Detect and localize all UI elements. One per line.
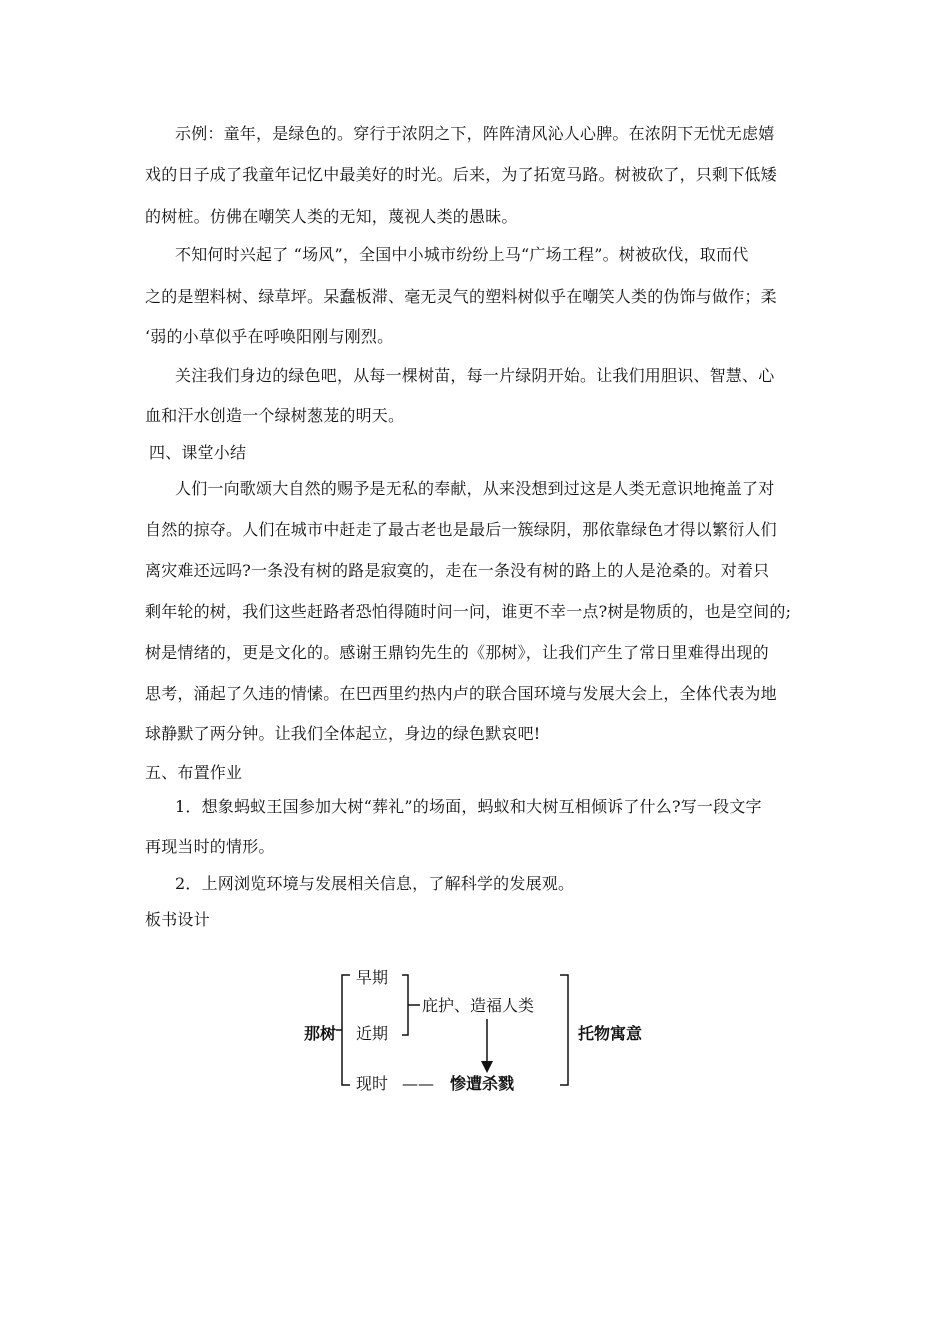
summary-line: 自然的掠夺。人们在城市中赶走了最古老也是最后一簇绿阴，那依靠绿色才得以繁衍人们 bbox=[145, 520, 777, 539]
early-label: 早期 bbox=[356, 968, 389, 987]
small-bracket bbox=[402, 975, 408, 1035]
example-line: 的树桩。仿佛在嘲笑人类的无知，蔑视人类的愚昧。 bbox=[145, 207, 518, 226]
summary-line: 离灾难还远吗?一条没有树的路是寂寞的，走在一条没有树的路上的人是沧桑的。对着只 bbox=[145, 561, 770, 580]
summary-line: 球静默了两分钟。让我们全体起立，身边的绿色默哀吧! bbox=[145, 724, 541, 743]
summary-line: 树是情绪的，更是文化的。感谢王鼎钧先生的《那树》，让我们产生了常日里难得出现的 bbox=[145, 643, 769, 662]
summary-line: 剩年轮的树，我们这些赶路者恐怕得随时问一问，谁更不幸一点?树是物质的，也是空间的; bbox=[145, 602, 792, 621]
board-diagram bbox=[290, 955, 710, 1115]
homework-line: 再现当时的情形。 bbox=[145, 837, 275, 856]
homework-line: 2．上网浏览环境与发展相关信息，了解科学的发展观。 bbox=[175, 874, 575, 893]
right-bracket bbox=[560, 975, 568, 1085]
root-label: 那树 bbox=[304, 1024, 337, 1043]
plaza-line: 之的是塑料树、绿草坪。呆蠢板滞、毫无灵气的塑料树似乎在嘲笑人类的伪饰与做作；柔 bbox=[145, 287, 777, 306]
dash-label: —— bbox=[402, 1074, 434, 1093]
example-line: 戏的日子成了我童年记忆中最美好的时光。后来，为了拓宽马路。树被砍了，只剩下低矮 bbox=[145, 165, 777, 184]
section-heading: 四、课堂小结 bbox=[149, 443, 247, 462]
example-line: 示例：童年，是绿色的。穿行于浓阴之下，阵阵清风沁人心脾。在浓阴下无忧无虑嬉 bbox=[175, 124, 775, 143]
shelter-label: 庇护、造福人类 bbox=[422, 996, 535, 1015]
meaning-label: 托物寓意 bbox=[578, 1024, 643, 1043]
now-label: 现时 bbox=[356, 1074, 389, 1093]
recent-label: 近期 bbox=[356, 1024, 389, 1043]
section-heading: 五、布置作业 bbox=[145, 763, 243, 782]
summary-line: 思考，涌起了久违的情愫。在巴西里约热内卢的联合国环境与发展大会上，全体代表为地 bbox=[145, 684, 777, 703]
homework-line: 1．想象蚂蚁王国参加大树“葬礼”的场面，蚂蚁和大树互相倾诉了什么?写一段文字 bbox=[175, 797, 762, 816]
plaza-line: ‘弱的小草似乎在呼唤阳刚与刚烈。 bbox=[145, 327, 394, 346]
green-line: 关注我们身边的绿色吧，从每一棵树苗，每一片绿阴开始。让我们用胆识、智慧、心 bbox=[175, 366, 775, 385]
killed-label: 惨遭杀戮 bbox=[450, 1074, 515, 1093]
summary-line: 人们一向歌颂大自然的赐予是无私的奉献，从来没想到过这是人类无意识地掩盖了对 bbox=[175, 479, 775, 498]
left-bracket bbox=[342, 975, 350, 1085]
plaza-line: 不知何时兴起了 “场风”，全国中小城市纷纷上马“广场工程”。树被砍伐，取而代 bbox=[175, 245, 749, 264]
green-line: 血和汗水创造一个绿树葱茏的明天。 bbox=[145, 406, 405, 425]
board-heading: 板书设计 bbox=[145, 910, 210, 929]
